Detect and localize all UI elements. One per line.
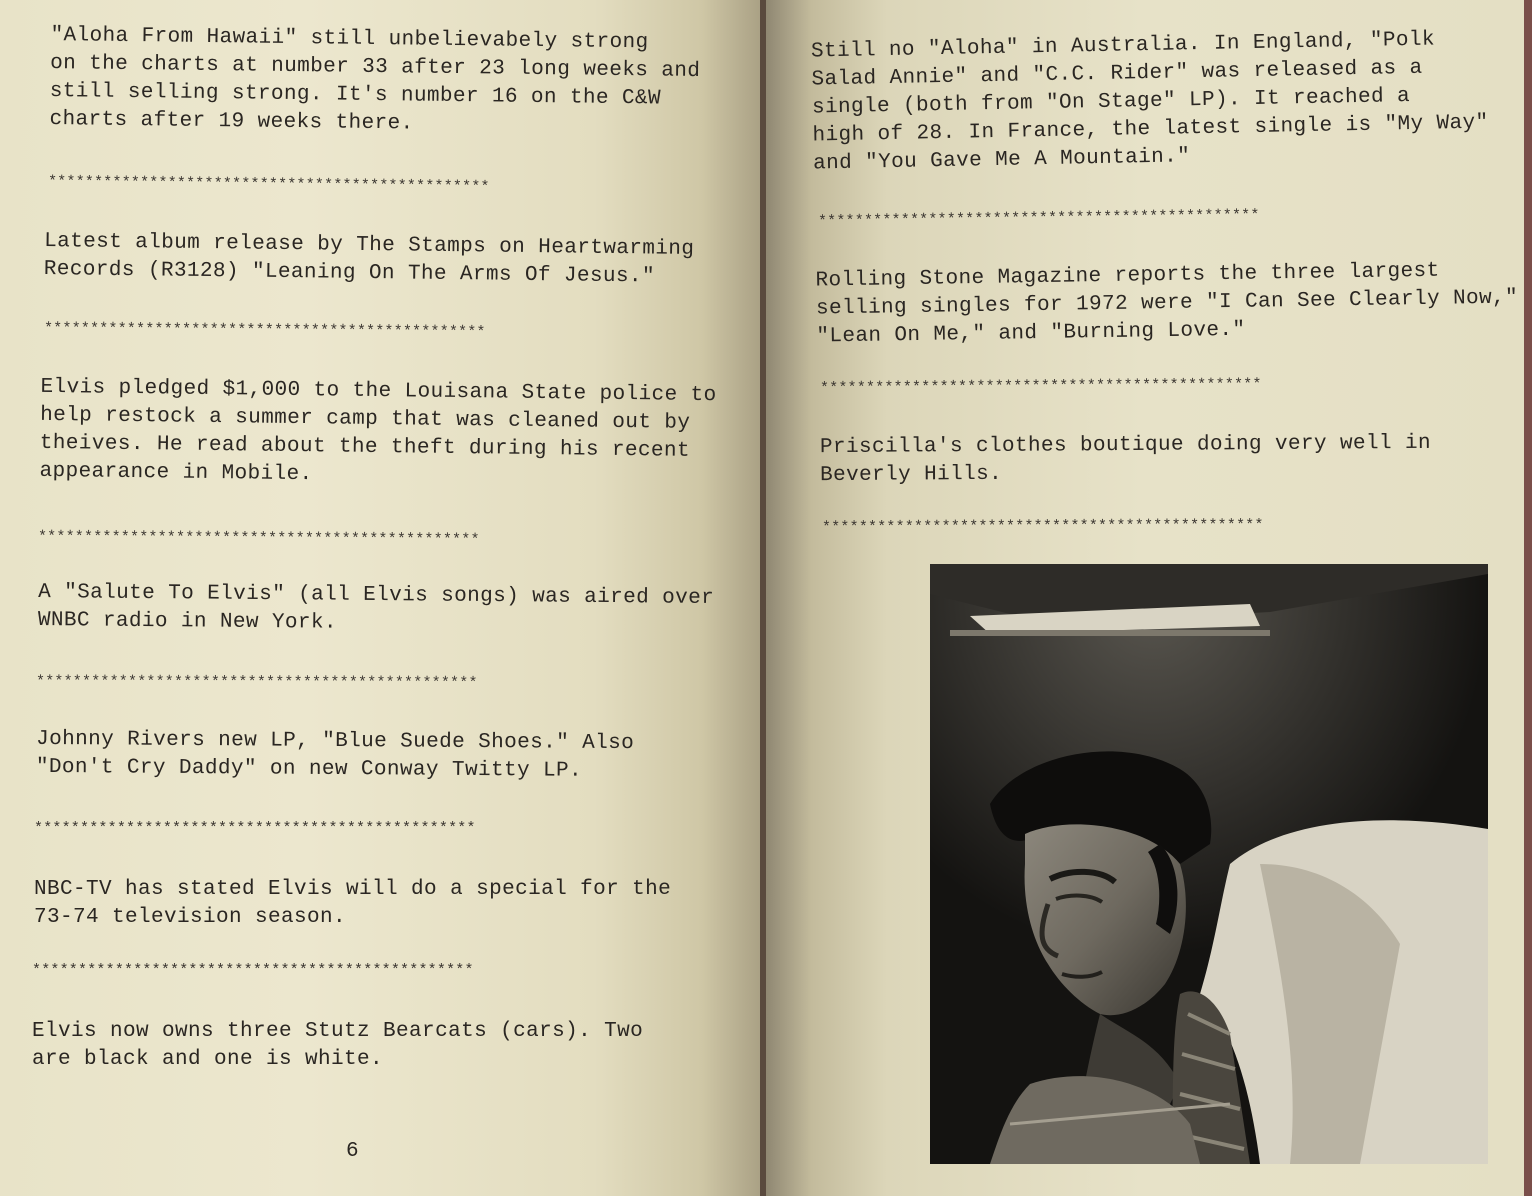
left-page	[0, 0, 762, 1196]
separator: ************************************************	[34, 820, 476, 837]
news-item-stutz-bearcats: Elvis now owns three Stutz Bearcats (cars). Two are black and one is white.	[32, 1020, 644, 1071]
news-item-johnny-rivers: Johnny Rivers new LP, "Blue Suede Shoes." Also "Don't Cry Daddy" on new Conway Twitty LP.	[35, 727, 635, 783]
separator: ************************************************	[819, 376, 1262, 397]
news-item-priscilla-boutique: Priscilla's clothes boutique doing very well in Beverly Hills.	[819, 431, 1432, 488]
separator: ************************************************	[47, 173, 490, 196]
right-page	[766, 0, 1524, 1196]
separator: ************************************************	[32, 962, 474, 979]
news-item-rolling-stone: Rolling Stone Magazine reports the three largest selling singles for 1972 were "I Can See Clearly Now," "Lean On Me," and "Burning Love."	[815, 259, 1519, 349]
separator: ************************************************	[821, 516, 1264, 537]
news-item-nbc-special: NBC-TV has stated Elvis will do a special for the 73-74 television season.	[34, 878, 672, 929]
elvis-portrait-image	[930, 564, 1488, 1164]
separator: ************************************************	[43, 320, 486, 341]
book-cover-edge	[1524, 0, 1532, 1196]
news-item-salute-to-elvis: A "Salute To Elvis" (all Elvis songs) was aired over WNBC radio in New York.	[37, 581, 715, 635]
elvis-photo	[930, 564, 1488, 1164]
news-item-aloha-australia: Still no "Aloha" in Australia. In England, "Polk Salad Annie" and "C.C. Rider" was released as a single (both from "On Stage" LP). It reached a high of 28. In France, the latest single is "My Way" and "You Gave Me A Mountain."	[810, 28, 1489, 176]
separator: ************************************************	[35, 673, 478, 692]
news-item-aloha-charts: "Aloha From Hawaii" still unbelievabely strong on the charts at number 33 after 23 long weeks and still selling strong. It's number 16 on the C&W charts after 19 weeks there.	[49, 24, 701, 136]
news-item-stamps-album: Latest album release by The Stamps on Heartwarming Records (R3128) "Leaning On The Arms Of Jesus."	[43, 230, 695, 289]
separator: ************************************************	[37, 528, 480, 549]
separator: ************************************************	[817, 206, 1260, 231]
page-number: 6	[346, 1140, 359, 1163]
news-item-camp-pledge: Elvis pledged $1,000 to the Louisana State police to help restock a summer camp that was cleaned out by theives. He read about the theft during his recent appearance in Mobile.	[39, 375, 717, 487]
